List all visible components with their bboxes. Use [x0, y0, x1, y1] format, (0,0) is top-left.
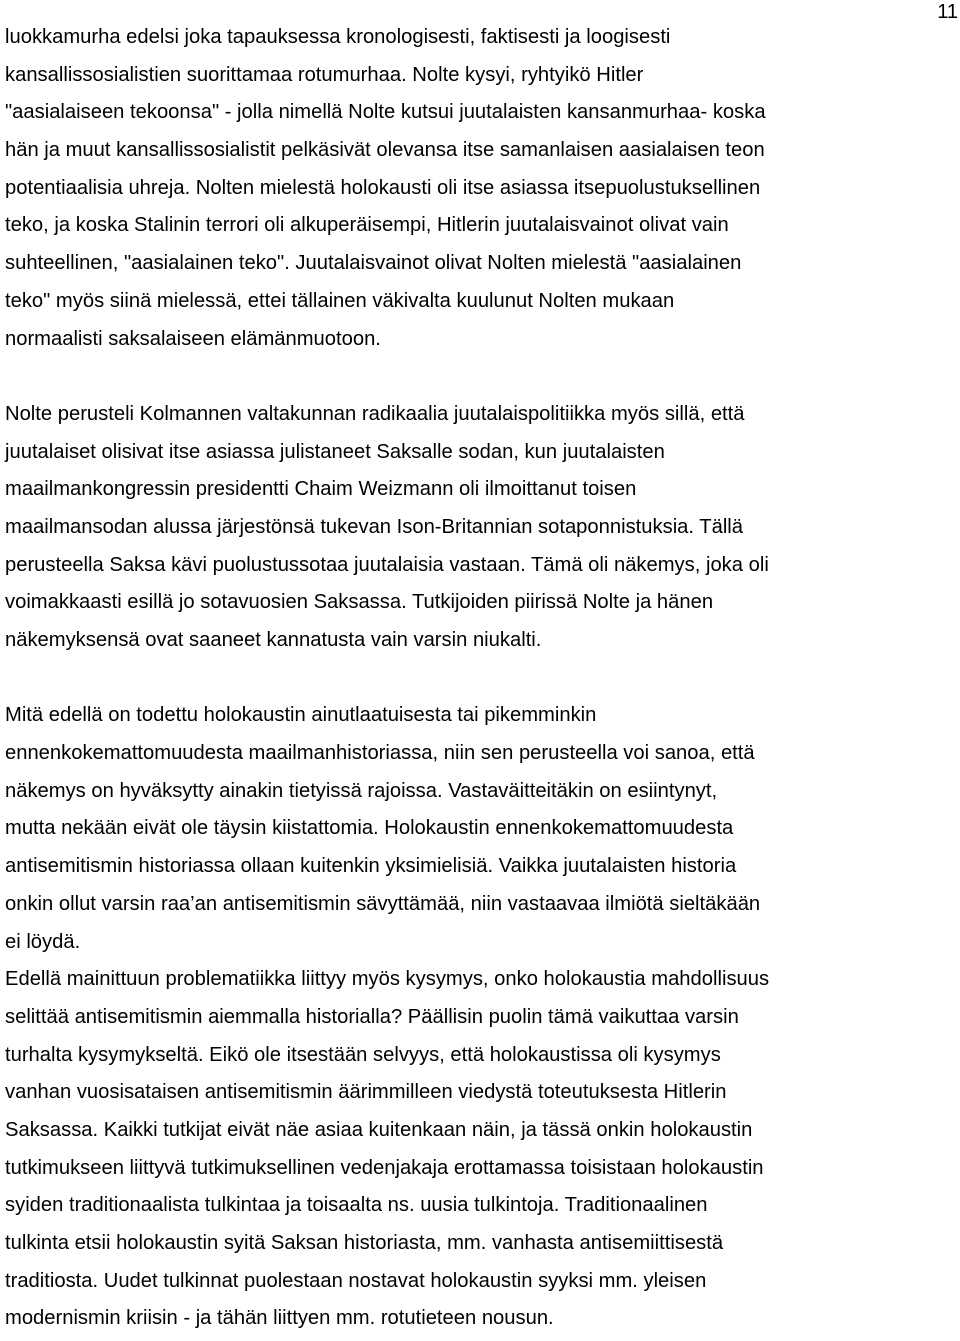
paragraph-1	[5, 19, 958, 358]
text-line: ei löydä.	[5, 930, 81, 953]
text-line: Nolte perusteli Kolmannen valtakunnan radikaalia juutalaispolitiikka myös sillä, että	[5, 402, 745, 425]
text-line: suhteellinen, "aasialainen teko". Juutalaisvainot olivat Nolten mielestä "aasialainen	[5, 252, 742, 275]
text-line: antisemitismin historiassa ollaan kuitenkin yksimielisiä. Vaikka juutalaisten historia	[5, 855, 737, 878]
text-line: Edellä mainittuun problematiikka liittyy myös kysymys, onko holokaustia mahdollisuus	[5, 968, 770, 991]
text-line: onkin ollut varsin raa’an antisemitismin sävyttämää, niin vastaavaa ilmiötä sieltäkään	[5, 892, 761, 915]
text-line: vanhan vuosisataisen antisemitismin äärimmilleen viedystä toteutuksesta Hitlerin	[5, 1081, 727, 1104]
text-line: maailmankongressin presidentti Chaim Weizmann oli ilmoittanut toisen	[5, 478, 637, 501]
text-line: Saksassa. Kaikki tutkijat eivät näe asiaa kuitenkaan näin, ja tässä onkin holokaustin	[5, 1118, 753, 1141]
paragraph-spacer	[5, 660, 958, 698]
paragraph-4	[5, 961, 958, 1338]
paragraph-3	[5, 697, 958, 961]
text-line: juutalaiset olisivat itse asiassa julistaneet Saksalle sodan, kun juutalaisten	[5, 440, 665, 463]
paragraph-spacer	[5, 358, 958, 396]
text-line: selittää antisemitismin aiemmalla historialla? Päällisin puolin tämä vaikuttaa varsin	[5, 1005, 739, 1028]
text-line: mutta nekään eivät ole täysin kiistattomia. Holokaustin ennenkokemattomuudesta	[5, 817, 734, 840]
text-line: näkemys on hyväksytty ainakin tietyissä rajoissa. Vastaväitteitäkin on esiintynyt,	[5, 779, 718, 802]
text-line: luokkamurha edelsi joka tapauksessa kronologisesti, faktisesti ja loogisesti	[5, 26, 671, 48]
text-line: potentiaalisia uhreja. Nolten mielestä holokausti oli itse asiassa itsepuolustuksellinen	[5, 176, 761, 199]
text-line: näkemyksensä ovat saaneet kannatusta vain varsin niukalti.	[5, 629, 542, 651]
text-line: perusteella Saksa kävi puolustussotaa juutalaisia vastaan. Tämä oli näkemys, joka oli	[5, 553, 769, 576]
text-line: turhalta kysymykseltä. Eikö ole itsestään selvyys, että holokaustissa oli kysymys	[5, 1043, 721, 1066]
page-number: 11	[937, 1, 958, 23]
text-line: hän ja muut kansallissosialistit pelkäsivät olevansa itse samanlaisen aasialaisen teon	[5, 139, 765, 162]
text-line: Mitä edellä on todettu holokaustin ainutlaatuisesta tai pikemminkin	[5, 704, 597, 727]
document-body	[5, 19, 958, 1338]
text-line: normaalisti saksalaiseen elämänmuotoon.	[5, 327, 381, 350]
text-line: voimakkaasti esillä jo sotavuosien Saksassa. Tutkijoiden piirissä Nolte ja hänen	[5, 591, 714, 614]
paragraph-2	[5, 396, 958, 660]
text-line: traditiosta. Uudet tulkinnat puolestaan nostavat holokaustin syyksi mm. yleisen	[5, 1269, 707, 1292]
text-line: teko" myös siinä mielessä, ettei tällainen väkivalta kuulunut Nolten mukaan	[5, 289, 675, 312]
text-line: "aasialaiseen tekoonsa" - jolla nimellä Nolte kutsui juutalaisten kansanmurhaa- koska	[5, 101, 766, 124]
text-line: modernismin kriisin - ja tähän liittyen mm. rotutieteen nousun.	[5, 1307, 554, 1330]
text-line: ennenkokemattomuudesta maailmanhistoriassa, niin sen perusteella voi sanoa, että	[5, 742, 755, 765]
text-line: tutkimukseen liittyvä tutkimuksellinen vedenjakaja erottamassa toisistaan holokaustin	[5, 1156, 764, 1179]
text-line: teko, ja koska Stalinin terrori oli alkuperäisempi, Hitlerin juutalaisvainot olivat vain	[5, 214, 729, 237]
text-line: kansallissosialistien suorittamaa rotumurhaa. Nolte kysyi, ryhtyikö Hitler	[5, 63, 644, 86]
text-line: tulkinta etsii holokaustin syitä Saksan historiasta, mm. vanhasta antisemiittisestä	[5, 1232, 724, 1254]
text-line: syiden traditionaalista tulkintaa ja toisaalta ns. uusia tulkintoja. Traditionaalinen	[5, 1194, 708, 1217]
text-line: maailmansodan alussa järjestönsä tukevan Ison-Britannian sotaponnistuksia. Tällä	[5, 515, 744, 538]
